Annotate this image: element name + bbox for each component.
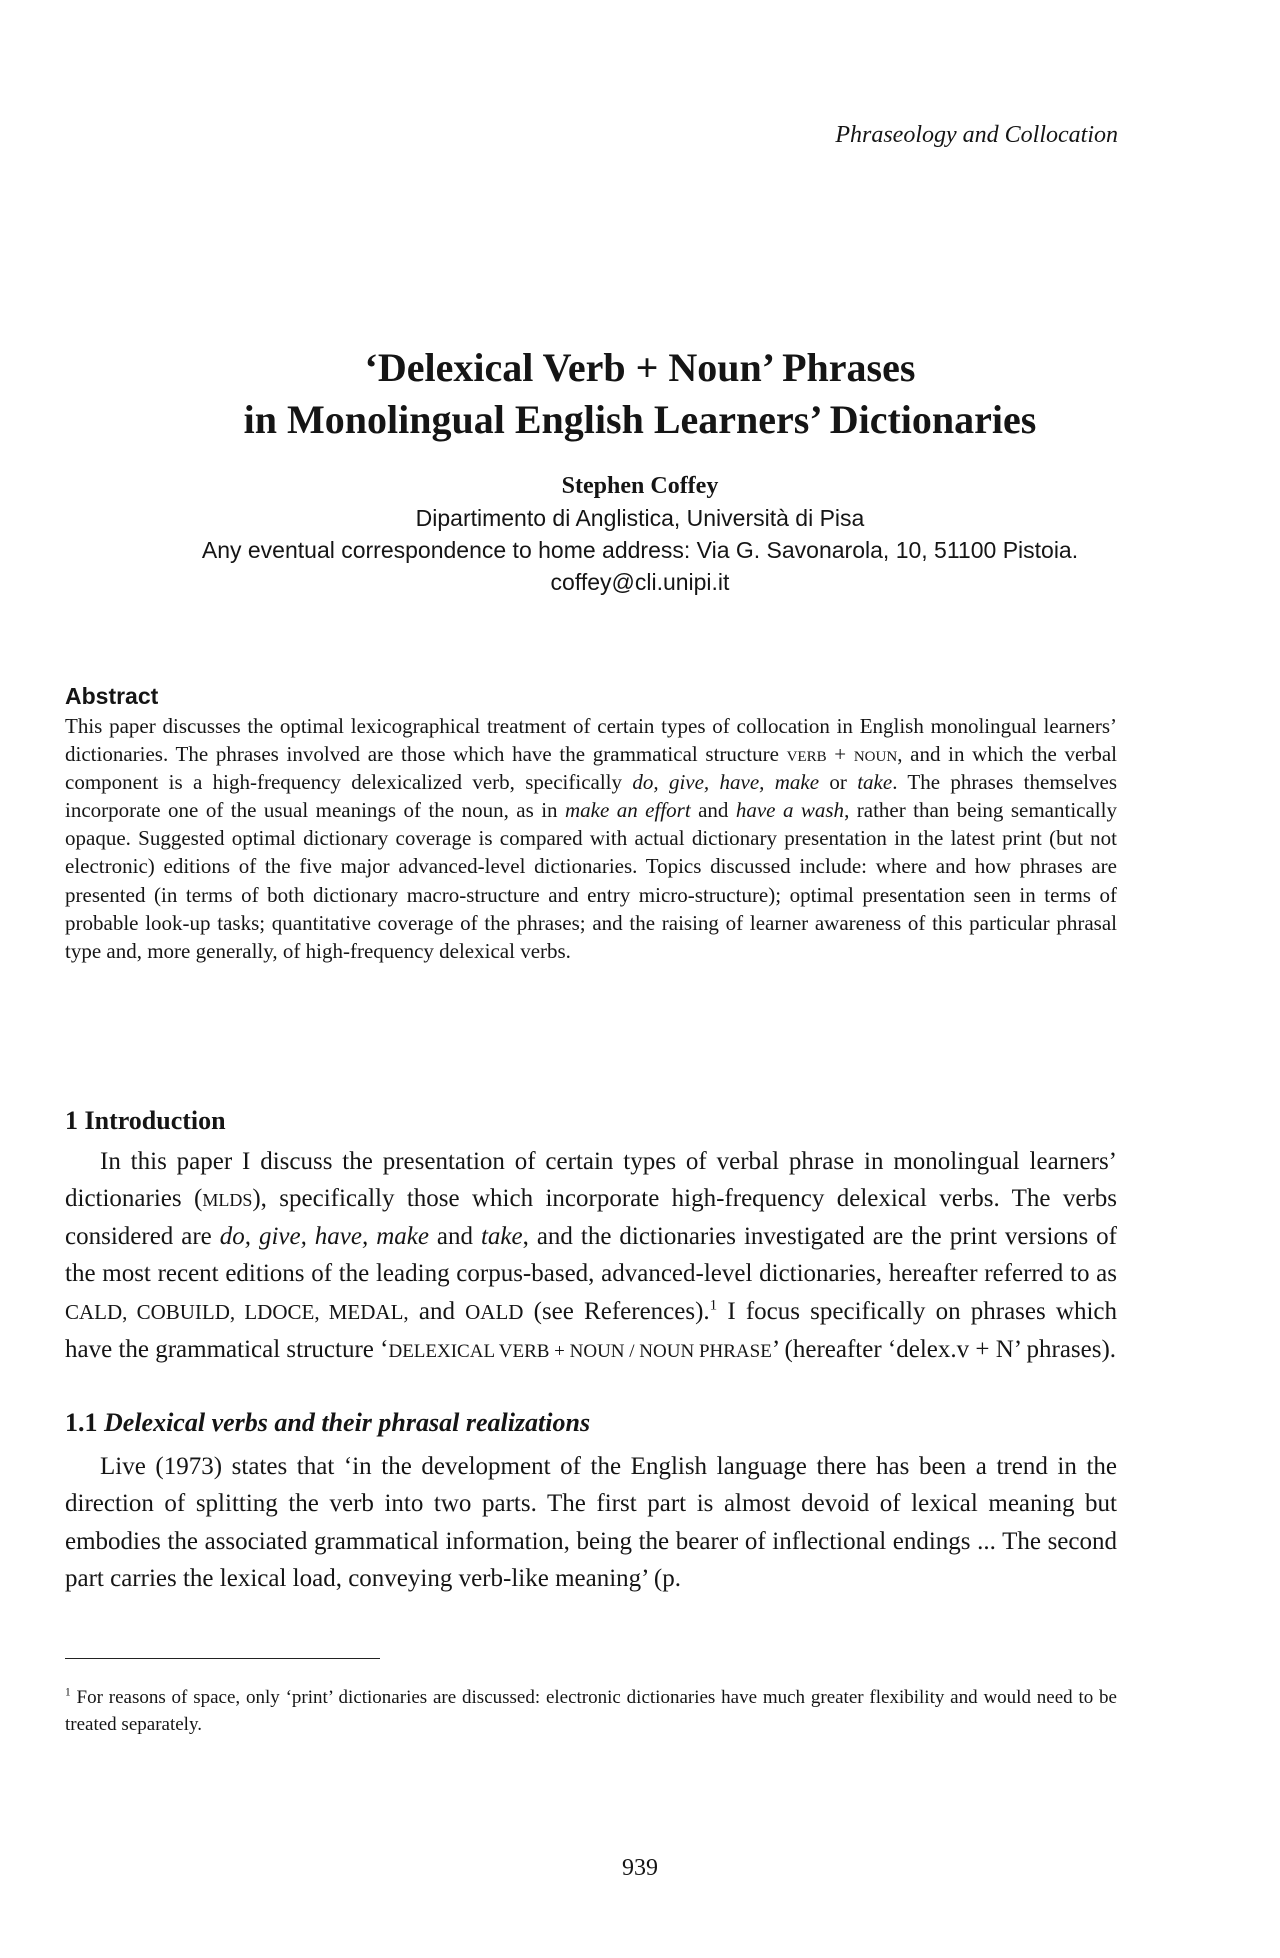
abstract-part-3: . The phrases themselves incorporate one of the usual meanings of the noun, as in (65, 770, 1117, 823)
intro-text-4: , and the dictionaries investigated are the print versions of the most recent editions of the leading corpus-based, advanced-level dictionaries, hereafter referred to as (65, 1222, 1118, 1288)
abstract-noun: noun (853, 742, 898, 767)
intro-text-7: I focus specifically on phrases which have the grammatical structure ‘ (65, 1297, 1117, 1364)
intro-structure: DELEXICAL VERB + NOUN / NOUN PHRASE (388, 1341, 772, 1363)
abstract-and: and (690, 798, 736, 823)
author-address: Any eventual correspondence to home address: Via G. Savonarola, 10, 51100 Pistoia. (201, 537, 1079, 563)
section-heading-introduction: 1 Introduction (65, 1106, 226, 1135)
abstract-text (65, 712, 1117, 965)
abstract-or: or (819, 770, 858, 795)
footnote-divider (65, 1658, 380, 1659)
intro-mlds: mlds (202, 1185, 253, 1213)
intro-text-8: ’ (hereafter ‘delex.v + N’ phrases). (771, 1336, 1117, 1364)
intro-dictionaries: CALD, COBUILD, LDOCE, MEDAL, (65, 1299, 409, 1324)
abstract-verbs-list: do, give, have, make (632, 770, 820, 795)
author-email: coffey@cli.unipi.it (550, 569, 730, 595)
abstract-example-1: make an effort (564, 798, 691, 823)
title-line-1: ‘Delexical Verb + Noun’ Phrases (364, 345, 916, 390)
intro-verbs: do, give, have, make (219, 1222, 429, 1250)
footnote-reference[interactable]: 1 (709, 1297, 718, 1314)
author-block (60, 470, 1220, 598)
intro-text-5: and (408, 1297, 466, 1325)
abstract-plus: + (826, 742, 854, 767)
page-number: 939 (622, 1855, 658, 1881)
introduction-paragraph (65, 1143, 1117, 1370)
paper-title (60, 342, 1220, 446)
title-line-2: in Monolingual English Learners’ Dictionaries (243, 397, 1037, 442)
subsection-heading (65, 1408, 590, 1438)
intro-text-2: ), specifically those which incorporate high-frequency delexical verbs. The verbs considered are (65, 1185, 1117, 1250)
intro-text-3: and (428, 1222, 481, 1250)
abstract-part-2: , and in which the verbal component is a high-frequency delexicalized verb, specifically (65, 742, 1118, 795)
footnote (65, 1684, 1117, 1738)
abstract-verb: verb (786, 742, 827, 767)
abstract-take: take (857, 770, 893, 795)
intro-oald: OALD (465, 1299, 524, 1324)
author-name: Stephen Coffey (561, 473, 719, 499)
author-affiliation: Dipartimento di Anglistica, Università di Pisa (415, 505, 865, 531)
intro-take: take (480, 1222, 523, 1250)
intro-text-1: In this paper I discuss the presentation of certain types of verbal phrase in monolingual learners’ dictionaries ( (65, 1148, 1117, 1213)
abstract-part-4: , rather than being semantically opaque. Suggested optimal dictionary coverage is compared with actual dictionary presentation in the latest print (but not electronic) editions of the five major advanced-level dictionaries. Topics discussed include: where and how phrases are presented (in terms of both dictionary macro-structure and entry micro-structure); optimal presentation seen in terms of probable look-up tasks; quantitative coverage of the phrases; and the raising of learner awareness of this particular phrasal type and, more generally, of high-frequency delexical verbs. (65, 798, 1117, 963)
footnote-mark: 1 (65, 1686, 71, 1699)
running-head: Phraseology and Collocation (835, 122, 1118, 148)
abstract-example-2: have a wash (735, 798, 845, 823)
subsection-number: 1.1 (65, 1408, 98, 1437)
footnote-text: For reasons of space, only ‘print’ dictionaries are discussed: electronic dictionaries have much greater flexibility and would need to be treated separately. (65, 1687, 1117, 1735)
intro-text-6: (see References). (523, 1297, 710, 1325)
subsection-paragraph: Live (1973) states that ‘in the development of the English language there has been a trend in the direction of splitting the verb into two parts. The first part is almost devoid of lexical meaning but embodies the associated grammatical information, being the bearer of inflectional endings ... The second part carries the lexical load, conveying verb-like meaning’ (p. (65, 1453, 1117, 1593)
subsection-title: Delexical verbs and their phrasal realizations (104, 1408, 591, 1437)
abstract-heading: Abstract (65, 683, 159, 709)
abstract-part-1: This paper discusses the optimal lexicographical treatment of certain types of collocation in English monolingual learners’ dictionaries. The phrases involved are those which have the grammatical structure (65, 714, 1117, 767)
